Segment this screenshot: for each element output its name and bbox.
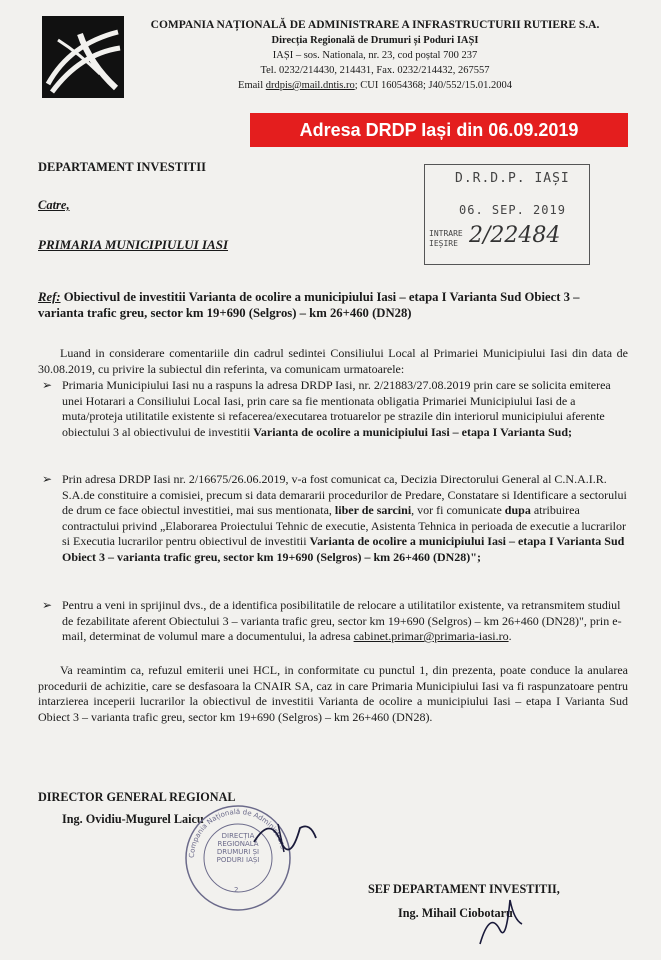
director-signature: [250, 812, 320, 862]
intro-paragraph: Luand in considerare comentariile din cadrul sedintei Consiliului Local al Primariei Municipiului Iasi din data de 30.08.2019, cu privire la subiectul din referinta, va comunicam urmatoarele:: [38, 346, 628, 376]
bullet-2-bold-c: Varianta de ocolire a municipiului Iasi – etapa I Varianta Sud Obiect 3 – varianta trafic greu, sector km 19+690 (Selgros) – km 26+460 (DN28)";: [62, 534, 625, 564]
address-line: IAȘI – sos. Nationala, nr. 23, cod poștal 700 237: [272, 50, 478, 61]
stamp-office: D.R.D.P. IAȘI: [455, 171, 570, 186]
stamp-center-text: DIRECȚIA REGIONALĂ DRUMURI ȘI PODURI IAȘI: [216, 832, 260, 864]
company-name: COMPANIA NAȚIONALĂ DE ADMINISTRARE A INFRASTRUCTURII RUTIERE S.A.: [150, 19, 600, 31]
bullet-2-bold-a: liber de sarcini: [334, 503, 412, 517]
ref-label: Ref:: [38, 290, 61, 304]
department-heading: DEPARTAMENT INVESTITII: [38, 160, 206, 174]
catre-label: Catre,: [38, 198, 70, 212]
reference: [38, 289, 628, 321]
bullet-1-text: Primaria Municipiului Iasi nu a raspuns la adresa DRDP Iasi, nr. 2/21883/27.08.2019 prin care se solicita emiterea unei Hotarari a Consiliului Local Iasi, prin care sa fie mentionata obligatia Primariei Municipiului Iasi de a muta/proteja utilitatile existente si refacerea/executarea trotuarelor pe strazile din interiorul municipiului aferente obiectului 3 al obiectivului de investitii: [62, 378, 611, 439]
arrow-bullet-icon: ➢: [42, 598, 53, 612]
directorate-name: Direcția Regională de Drumuri și Poduri IAȘI: [271, 35, 479, 46]
bullet-item-3: [42, 598, 627, 645]
bullet-item-1: [42, 378, 627, 440]
phone-line: Tel. 0232/214430, 214431, Fax. 0232/214432, 267557: [260, 65, 490, 76]
stamp-iesire: IEȘIRE: [429, 239, 458, 248]
email-label: Email: [238, 80, 266, 91]
bullet-3-end: .: [508, 629, 512, 643]
right-signatory-name: Ing. Mihail Ciobotaru: [398, 906, 513, 920]
bullet-2-text-c: atribuirea contractului privind „Elaborarea Proiectului Tehnic de executie, Asistenta Tehnica in perioada de executie a lucrarilor si Executia lucrarilor pentru obiectivul de investitii: [62, 503, 626, 548]
left-signatory-name: Ing. Ovidiu-Mugurel Laicu: [62, 812, 204, 826]
left-signatory-title: DIRECTOR GENERAL REGIONAL: [38, 790, 236, 804]
letterhead: [140, 18, 610, 93]
bullet-2-text-a: Prin adresa DRDP Iasi nr. 2/16675/26.06.2019, v-a fost comunicat ca, Decizia Directorului General al C.N.A.I.R. S.A.de constituire a comisiei, precum si data demararii procedurilor de Predare, Constatare si Identificare a sectorului de drum ce face obiectul investitiei, mai sus mentionata,: [62, 472, 627, 517]
bullet-item-2: [42, 472, 627, 565]
arrow-bullet-icon: ➢: [42, 472, 53, 486]
right-signatory-title: SEF DEPARTAMENT INVESTITII,: [368, 882, 560, 896]
date-banner: Adresa DRDP Iași din 06.09.2019: [250, 113, 628, 147]
email-line: [140, 78, 610, 93]
closing-paragraph: Va reamintim ca, refuzul emiterii unei HCL, in conformitate cu punctul 1, din prezenta, poate conduce la anularea procedurii de achizitie, care se desfasoara la CNAIR SA, caz in care Primaria Municipiului Iasi va fi raspunzatoare pentru intarzierea inceperii lucrarilor la obiectivul de investitii Varianta de ocolire a municipiului Iasi – etapa I Varianta Sud Obiect 3 – varianta trafic greu, sector km 19+690 (Selgros) – km 26+460 (DN28).: [38, 663, 628, 724]
recipient-name: PRIMARIA MUNICIPIULUI IASI: [38, 237, 229, 252]
stamp-intrare: INTRARE: [429, 229, 463, 238]
arrow-bullet-icon: ➢: [42, 378, 53, 392]
mayor-email-link[interactable]: cabinet.primar@primaria-iasi.ro: [353, 629, 509, 643]
department-head-signature: [470, 890, 530, 950]
stamp-number: 2/22484: [469, 223, 561, 248]
registration-stamp: [424, 164, 590, 265]
registry-info: ; CUI 16054368; J40/552/15.01.2004: [354, 80, 512, 91]
bullet-2-bold-b: dupa: [504, 503, 531, 517]
bullet-3-text: Pentru a veni in sprijinul dvs., de a identifica posibilitatile de relocare a utilitatilor existente, va retransmitem studiul de fezabilitate aferent Obiectului 3 – varianta trafic greu, sector km 19+690 (Selgros) – km 26+460 (DN28)", prin e-mail, determinat de volumul mare a documentului, la adresa: [62, 598, 622, 643]
company-logo: [40, 14, 126, 100]
bullet-1-bold: Varianta de ocolire a municipiului Iasi – etapa I Varianta Sud;: [253, 424, 573, 439]
stamp-number-2: 2: [234, 886, 239, 894]
ref-text: Obiectivul de investitii Varianta de ocolire a municipiului Iasi – etapa I Varianta Sud Obiect 3 – varianta trafic greu, sector km 19+690 (Selgros) – km 26+460 (DN28): [38, 290, 580, 320]
stamp-direction: [429, 229, 463, 249]
email-link[interactable]: drdpis@mail.dntis.ro: [265, 80, 355, 91]
stamp-ring-text: Compania Națională de Administrare: [187, 807, 288, 859]
bullet-2-text-b: , vor fi comunicate: [411, 503, 505, 517]
stamp-date: 06. SEP. 2019: [459, 203, 566, 217]
